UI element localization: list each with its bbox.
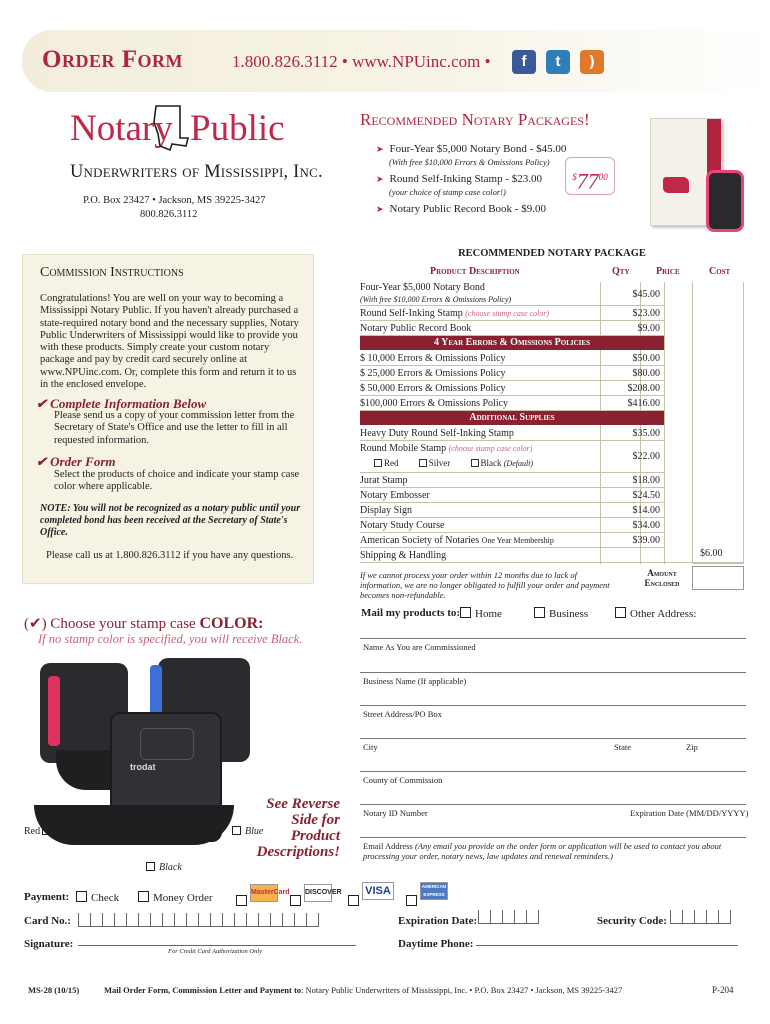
business-field-label: Business Name (If applicable) bbox=[363, 676, 467, 686]
col-product: Product Description bbox=[430, 266, 520, 277]
step-complete-info: ✔ Complete Information Below bbox=[36, 396, 207, 411]
row-price: $39.00 bbox=[632, 535, 660, 546]
stamp-color-note: If no stamp color is specified, you will receive Black. bbox=[38, 632, 303, 646]
step-complete-info-text: Please send us a copy of your commission letter from the Secretary of State's Office and use the letter to fill in all requested information. bbox=[54, 410, 295, 446]
commission-note: NOTE: You will not be recognized as a notary public until your completed bond has been received at the Secretary of State's Office. bbox=[40, 503, 301, 538]
street-field-label: Street Address/PO Box bbox=[363, 709, 442, 719]
row-price: $416.00 bbox=[627, 398, 660, 409]
payment-label: Payment: bbox=[24, 891, 70, 903]
row-price: $208.00 bbox=[627, 383, 660, 394]
name-field[interactable] bbox=[360, 638, 746, 639]
row-price: $50.00 bbox=[632, 353, 660, 364]
package-item-note: (your choice of stamp case color!) bbox=[389, 187, 506, 197]
stamp-red-accent bbox=[48, 676, 60, 746]
packages-title: Recommended Notary Packages! bbox=[360, 110, 590, 129]
daytime-phone-label: Daytime Phone: bbox=[398, 938, 474, 950]
mail-instructions: Mail Order Form, Commission Letter and Payment to: Notary Public Underwriters of Mississippi, Inc. • P.O. Box 23427 • Jackson, MS 39225-3427 bbox=[104, 985, 623, 995]
section-eo: 4 Year Errors & Omissions Policies bbox=[360, 336, 664, 350]
amex-icon: AMERICAN EXPRESS bbox=[420, 882, 448, 900]
table-banner: RECOMMENDED NOTARY PACKAGE bbox=[360, 246, 744, 261]
step-order-form: ✔ Order Form bbox=[36, 454, 116, 469]
stamp-color-title: (✔) Choose your stamp case COLOR: bbox=[24, 615, 264, 632]
expiration-label: Expiration Date: bbox=[398, 915, 478, 927]
mail-to-label: Mail my products to: bbox=[361, 607, 461, 619]
col-price: Price bbox=[656, 266, 680, 277]
amount-enclosed-label: Amount Enclosed bbox=[644, 568, 680, 588]
page-code: P-204 bbox=[712, 985, 734, 995]
row-price: $24.50 bbox=[632, 490, 660, 501]
logo-phone: 800.826.3112 bbox=[140, 209, 198, 220]
expiration-field-label: Expiration Date (MM/DD/YYYY) bbox=[630, 808, 749, 818]
amount-enclosed-field[interactable] bbox=[692, 566, 744, 590]
mastercard-icon: MasterCard bbox=[250, 884, 278, 902]
package-item-note: (With free $10,000 Errors & Omissions Policy) bbox=[389, 157, 550, 167]
package-item: ➤ Four-Year $5,000 Notary Bond - $45.00 bbox=[376, 143, 567, 155]
color-black-checkbox[interactable] bbox=[471, 459, 479, 467]
payment-check-option[interactable]: Check bbox=[76, 891, 119, 904]
signature-field[interactable] bbox=[78, 945, 356, 946]
discover-option[interactable] bbox=[290, 892, 305, 910]
color-red-checkbox[interactable] bbox=[374, 459, 382, 467]
col-qty: Qty bbox=[612, 266, 630, 277]
shipping-price: $6.00 bbox=[700, 548, 723, 559]
visa-option[interactable] bbox=[348, 892, 363, 910]
row-price: $35.00 bbox=[632, 428, 660, 439]
card-number-label: Card No.: bbox=[24, 915, 72, 927]
stamp-base bbox=[34, 805, 234, 845]
state-field-label: State bbox=[614, 742, 631, 752]
commission-call: Please call us at 1.800.826.3112 if you have any questions. bbox=[46, 550, 294, 561]
discover-icon: DISCOVER bbox=[304, 884, 332, 902]
security-code-label: Security Code: bbox=[597, 915, 667, 927]
expiration-field[interactable] bbox=[478, 910, 538, 929]
contact-line: 1.800.826.3112 • www.NPUinc.com • bbox=[232, 52, 491, 71]
table-row: Notary Public Record Book bbox=[360, 321, 664, 336]
logo-underwriters: Underwriters of Mississippi, Inc. bbox=[70, 162, 323, 182]
step-order-form-text: Select the products of choice and indicate your stamp case color where applicable. bbox=[54, 469, 300, 493]
page-title: Order Form bbox=[42, 46, 183, 73]
business-field[interactable] bbox=[360, 672, 746, 673]
logo-word-public: Public bbox=[190, 108, 285, 149]
package-price-badge: $^{\$}77^{00}$ bbox=[565, 157, 615, 195]
mastercard-option[interactable] bbox=[236, 892, 251, 910]
amex-option[interactable] bbox=[406, 892, 421, 910]
table-row: American Society of Notaries One Year Membership bbox=[360, 533, 664, 548]
city-state-zip-field[interactable] bbox=[360, 738, 746, 739]
county-field-label: County of Commission bbox=[363, 775, 443, 785]
table-row: $100,000 Errors & Omissions Policy bbox=[360, 396, 664, 411]
refund-note: If we cannot process your order within 12 months due to lack of information, we are no longer obligated to fulfill your order and payment becomes non-refundable. bbox=[360, 570, 610, 600]
table-row: $ 25,000 Errors & Omissions Policy bbox=[360, 366, 664, 381]
section-supplies: Additional Supplies bbox=[360, 411, 664, 425]
stamp-black-option[interactable]: Black bbox=[146, 862, 182, 873]
street-field[interactable] bbox=[360, 705, 746, 706]
row-price: $14.00 bbox=[632, 505, 660, 516]
table-row: Display Sign bbox=[360, 503, 664, 518]
payment-money-order-option[interactable]: Money Order bbox=[138, 891, 213, 904]
table-row: Four-Year $5,000 Notary Bond (With free $10,000 Errors & Omissions Policy) bbox=[360, 282, 664, 306]
stamp-blue-option[interactable]: Blue bbox=[232, 826, 263, 837]
package-item: ➤ Round Self-Inking Stamp - $23.00 bbox=[376, 173, 543, 185]
rss-icon[interactable]: ) bbox=[580, 50, 604, 74]
package-item: ➤ Notary Public Record Book - $9.00 bbox=[376, 203, 546, 215]
logo-word-notary: Notary bbox=[70, 108, 173, 149]
mississippi-state-icon bbox=[150, 104, 192, 152]
card-number-field[interactable] bbox=[78, 913, 318, 932]
table-row: Heavy Duty Round Self-Inking Stamp bbox=[360, 426, 664, 441]
name-field-label: Name As You are Commissioned bbox=[363, 642, 476, 652]
stamp-brand: trodat bbox=[130, 762, 156, 772]
table-row: Notary Embosser bbox=[360, 488, 664, 503]
commission-body: Congratulations! You are well on your way to becoming a Mississippi Notary Public. If you haven't already purchased a state-required notary bond and the necessary supplies, Notary Public Underwriters of Mississippi would like to provide you with these products. Simply create your custom notary package and pay by credit card securely online at www.NPUinc.com. Or, complete this form and return it to us in the enclosed envelope. bbox=[40, 293, 299, 391]
table-row: $ 50,000 Errors & Omissions Policy bbox=[360, 381, 664, 396]
signature-note: For Credit Card Authorization Only bbox=[168, 948, 263, 955]
color-silver-checkbox[interactable] bbox=[419, 459, 427, 467]
table-row: $ 10,000 Errors & Omissions Policy bbox=[360, 351, 664, 366]
security-code-field[interactable] bbox=[670, 910, 730, 929]
visa-icon: VISA bbox=[362, 882, 394, 900]
stamp-image bbox=[706, 170, 744, 232]
table-row: Shipping & Handling bbox=[360, 548, 744, 563]
row-price: $18.00 bbox=[632, 475, 660, 486]
signature-label: Signature: bbox=[24, 938, 74, 950]
col-cost: Cost bbox=[709, 266, 731, 277]
city-field-label: City bbox=[363, 742, 378, 752]
stamp-black-window bbox=[140, 728, 194, 760]
daytime-phone-field[interactable] bbox=[476, 945, 738, 946]
cost-column[interactable] bbox=[692, 282, 744, 564]
facebook-icon[interactable]: f bbox=[512, 50, 536, 74]
email-field-label: Email Address (Any email you provide on the order form or application will be used to contact you about processing your order, notary news, law updates and renewal reminders.) bbox=[363, 841, 722, 861]
commission-title: Commission Instructions bbox=[40, 265, 184, 280]
row-price: $45.00 bbox=[632, 289, 660, 300]
form-code: MS-28 (10/15) bbox=[28, 985, 80, 995]
mail-home-option[interactable]: Home bbox=[460, 607, 502, 620]
mail-other-option[interactable]: Other Address: bbox=[615, 607, 696, 620]
row-price: $23.00 bbox=[632, 308, 660, 319]
email-field[interactable] bbox=[360, 837, 746, 838]
row-price: $34.00 bbox=[632, 520, 660, 531]
table-divider bbox=[664, 282, 665, 564]
notary-id-field-label: Notary ID Number bbox=[363, 808, 428, 818]
mail-business-option[interactable]: Business bbox=[534, 607, 588, 620]
table-row: Notary Study Course bbox=[360, 518, 664, 533]
zip-field-label: Zip bbox=[686, 742, 698, 752]
row-price: $9.00 bbox=[637, 323, 660, 334]
row-price: $80.00 bbox=[632, 368, 660, 379]
see-reverse-callout: See Reverse Side for Product Descriptions! bbox=[256, 796, 340, 860]
county-field[interactable] bbox=[360, 771, 746, 772]
twitter-icon[interactable]: t bbox=[546, 50, 570, 74]
row-price: $22.00 bbox=[632, 451, 660, 462]
table-row: Round Mobile Stamp (choose stamp case color) Red Silver Black (Default) bbox=[360, 441, 664, 473]
table-row: Jurat Stamp bbox=[360, 473, 664, 488]
notary-id-field[interactable] bbox=[360, 804, 746, 805]
stamp-red-option[interactable]: Red bbox=[24, 826, 55, 837]
logo-address: P.O. Box 23427 • Jackson, MS 39225-3427 bbox=[83, 195, 266, 206]
table-row: Round Self-Inking Stamp (choose stamp case color) bbox=[360, 306, 664, 321]
